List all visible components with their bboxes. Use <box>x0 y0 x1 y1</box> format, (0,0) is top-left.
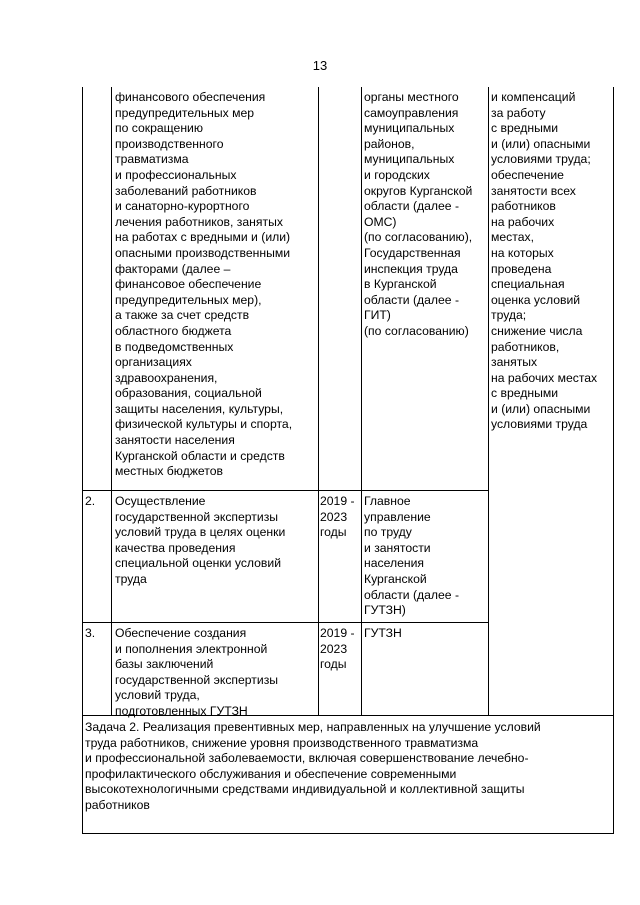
row2-activity: Осуществление государственной экспертизы условий труда в целях оценки качества проведения специальной оценки условий труда <box>115 494 286 586</box>
row3-executors: ГУТЗН <box>364 626 402 640</box>
row3-number: 3. <box>85 626 96 640</box>
row1-executors: органы местного самоуправления муниципальных районов, муниципальных и городских округов Курганской области (далее - ОМС) (по согласованию), Государственная инспекция труда в Курганской области (далее - ГИТ) (по согласованию) <box>364 90 473 338</box>
row2-number: 2. <box>85 494 96 508</box>
col-divider <box>318 87 319 715</box>
row2-executors: Главное управление по труду и занятости населения Курганской области (далее - ГУТЗН) <box>364 494 460 618</box>
row3-term: 2019 - 2023 годы <box>320 626 355 672</box>
task-2-heading: Задача 2. Реализация превентивных мер, направленных на улучшение условий труда работников, снижение уровня производственного травматизма и профессиональной заболеваемости, включая совершенствование лечебно- профилактического обслуживания и обеспечение современными высокотехнологичными средствами индивидуальной и коллективной защиты работников <box>85 720 541 812</box>
row2-term: 2019 - 2023 годы <box>320 494 355 540</box>
col-divider <box>111 87 112 715</box>
row-divider <box>82 622 489 623</box>
table-border-bottom <box>82 833 614 834</box>
col-divider <box>488 87 489 715</box>
row-divider <box>82 490 489 491</box>
row1-activity: финансового обеспечения предупредительных мер по сокращению производственного травматизма и профессиональных заболеваний работников и санаторно-курортного лечения работников, занятых на работах с вредными и (или) опасными производственными факторами (далее – финансовое обеспечение предупредительных мер), а также за счет средств областного бюджета в подведомственных организациях здравоохранения, образования, социальной защиты населения, культуры, физической культуры и спорта, занятости населения Курганской области и средств местных бюджетов <box>115 90 293 479</box>
table-border-right <box>613 87 614 834</box>
col-divider <box>361 87 362 715</box>
page-number: 13 <box>312 58 328 73</box>
row1-result: и компенсаций за работу с вредными и (или) опасными условиями труда; обеспечение занятости всех работников на рабочих местах, на которых проведена специальная оценка условий труда; снижение числа работников, занятых на рабочих местах с вредными и (или) опасными условиями труда <box>491 90 598 432</box>
table-border-left <box>82 87 83 834</box>
measures-table <box>82 87 614 834</box>
row3-activity: Обеспечение создания и пополнения электронной базы заключений государственной экспертизы условий труда, подготовленных ГУТЗН <box>115 626 279 718</box>
